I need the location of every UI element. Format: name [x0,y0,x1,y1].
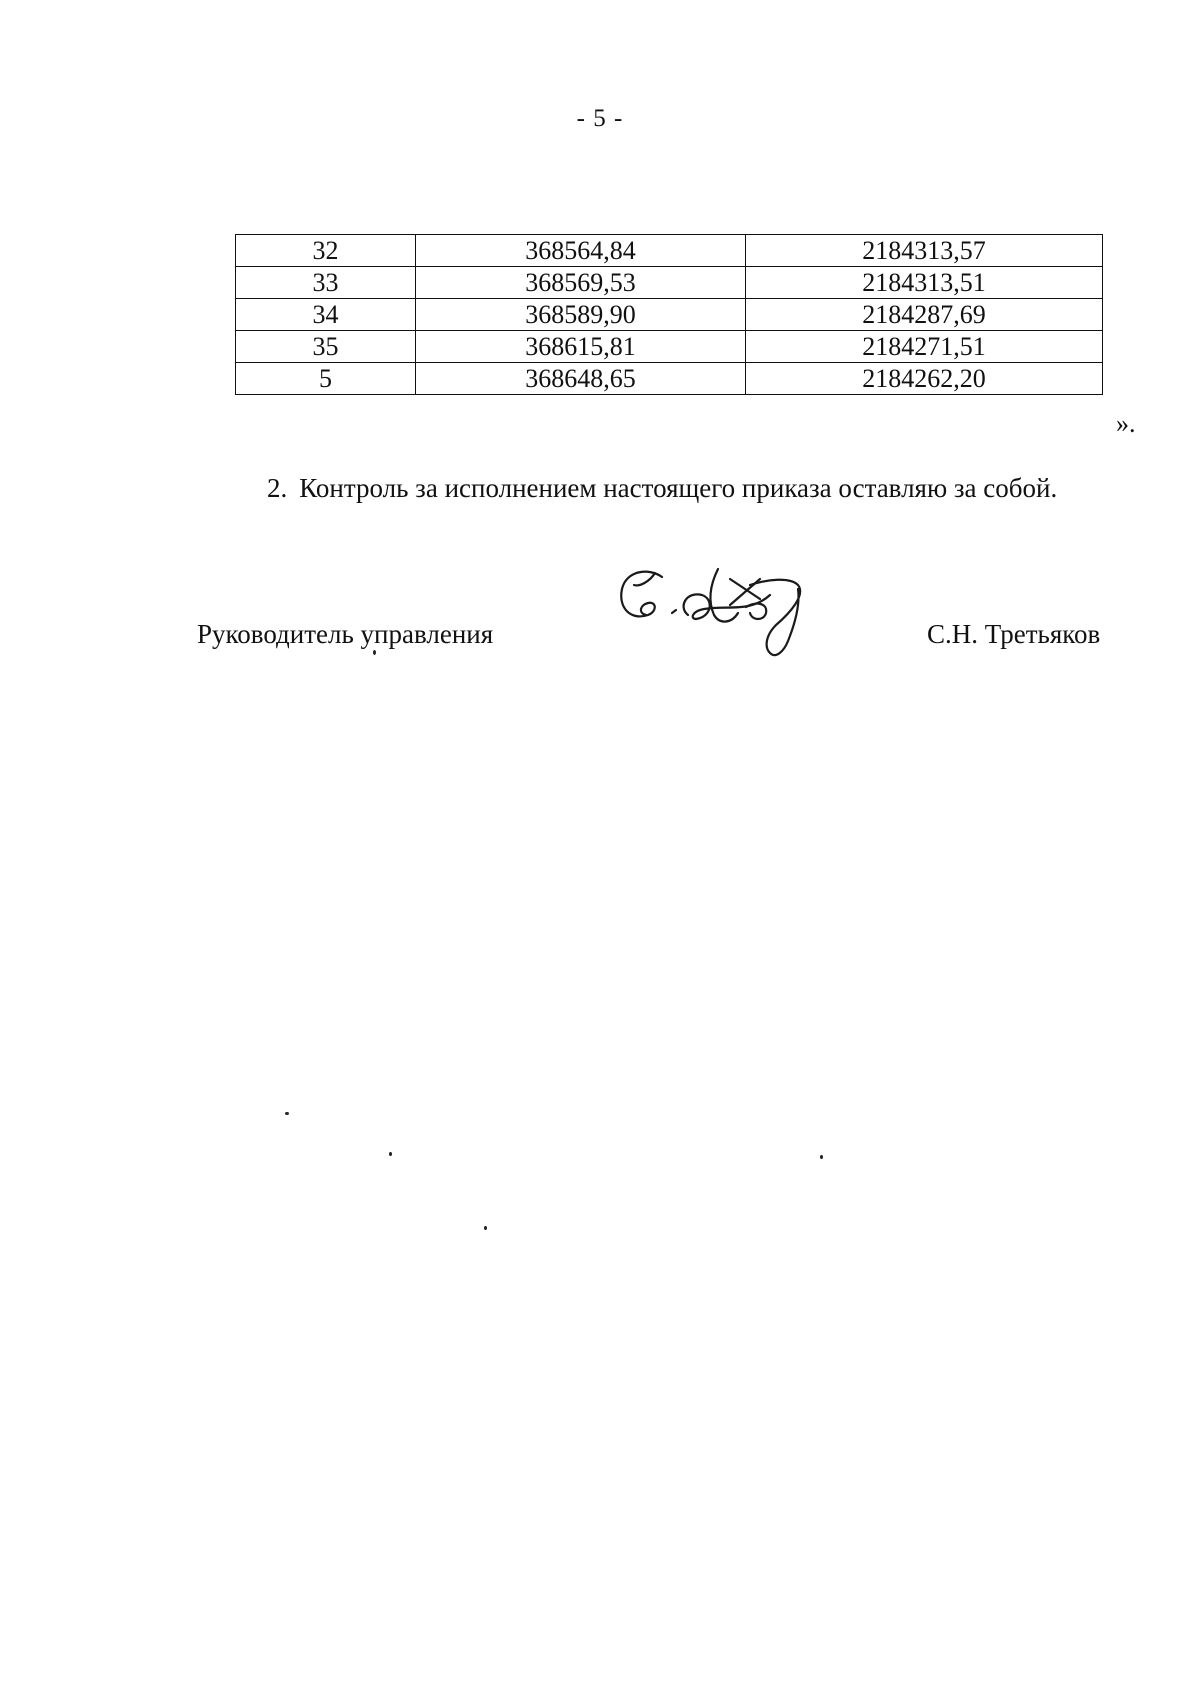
x-coordinate-cell: 368569,53 [416,267,746,299]
order-paragraph [267,471,1057,505]
closing-quote: ». [1116,409,1136,438]
handwritten-signature-icon [600,555,830,685]
page-number: - 5 - [576,105,624,132]
y-coordinate-cell: 2184262,20 [746,363,1103,395]
scan-speck [389,1152,392,1156]
point-number-cell: 5 [236,363,416,395]
x-coordinate-cell: 368564,84 [416,235,746,267]
point-number-cell: 34 [236,299,416,331]
table-row [236,267,1103,299]
y-coordinate-cell: 2184287,69 [746,299,1103,331]
table-row [236,331,1103,363]
table-row [236,363,1103,395]
y-coordinate-cell: 2184313,51 [746,267,1103,299]
x-coordinate-cell: 368615,81 [416,331,746,363]
y-coordinate-cell: 2184271,51 [746,331,1103,363]
x-coordinate-cell: 368589,90 [416,299,746,331]
point-number-cell: 32 [236,235,416,267]
point-number-cell: 33 [236,267,416,299]
scan-speck [285,1112,289,1115]
table-row [236,235,1103,267]
x-coordinate-cell: 368648,65 [416,363,746,395]
coordinates-table [235,234,1103,395]
table-row [236,299,1103,331]
paragraph-text: Контроль за исполнением настоящего приказа оставляю за собой. [299,473,1058,503]
signer-name: С.Н. Третьяков [927,619,1101,649]
scan-speck [373,650,376,655]
y-coordinate-cell: 2184313,57 [746,235,1103,267]
point-number-cell: 35 [236,331,416,363]
signer-position: Руководитель управления [197,619,494,649]
paragraph-number: 2. [267,473,288,503]
scan-speck [484,1226,487,1230]
scan-speck [820,1155,823,1159]
